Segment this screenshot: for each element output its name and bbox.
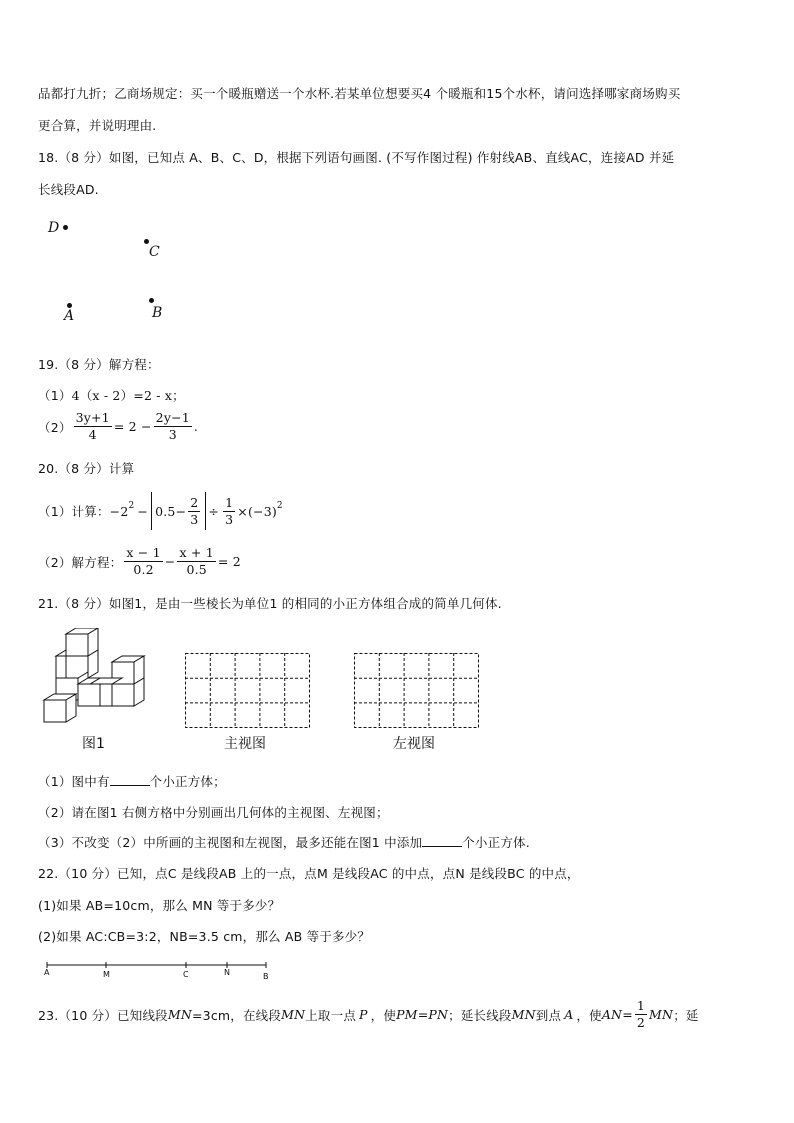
cube-figure	[38, 628, 158, 736]
q23-pm: PM	[396, 1007, 418, 1022]
q19-title: 19.（8 分）解方程：	[38, 357, 160, 372]
q23-an: AN	[601, 1007, 623, 1022]
q23-text-b: =3cm，在线段	[192, 1007, 282, 1023]
q22-sub-2: (2)如果 AC:CB=3:2，NB=3.5 cm，那么 AB 等于多少？	[38, 929, 371, 944]
q20-p2-num-2: x + 1	[179, 545, 214, 560]
q23-eq: =	[417, 1007, 429, 1022]
q19-p1-expr: 4（x - 2）=2 - x；	[71, 388, 185, 403]
q20-p1-minus: −	[137, 503, 149, 519]
q23-text-h: ，使	[576, 1007, 602, 1023]
cube-front-face	[78, 684, 100, 706]
q23-text-g: 到点	[535, 1007, 562, 1023]
segment-label-n: N	[224, 968, 230, 977]
q20-p2-num-1: x − 1	[126, 545, 161, 560]
q20-p1-div: ÷	[208, 503, 220, 519]
q21-s3-text-a: （3）不改变（2）中所画的主视图和左视图，最多还能在图1 中添加	[38, 835, 423, 850]
q19-p2-frac-2	[154, 410, 192, 443]
q20-p1-abs-den: 3	[190, 511, 199, 527]
q20-p2-end: = 2	[217, 554, 241, 569]
q23-text-f: ；延长线段	[448, 1007, 512, 1023]
q19-p2-num-2: 2y−1	[155, 410, 190, 425]
q20-p2-label: （2）解方程：	[38, 554, 123, 570]
segment-label-c: C	[183, 970, 189, 979]
point-label-b: B	[152, 305, 163, 321]
q20-part-2	[38, 545, 241, 578]
left-view-label: 左视图	[393, 736, 435, 752]
fig1-label: 图1	[82, 736, 105, 752]
cube-top-face	[56, 650, 66, 656]
q20-p2-mid: −	[164, 554, 176, 569]
q20-p1-abs-num: 2	[190, 494, 199, 510]
q20-title: 20.（8 分）计算	[38, 461, 135, 476]
q20-p2-frac-1	[124, 545, 162, 578]
answer-blank-2[interactable]	[422, 834, 462, 847]
q23-frac	[635, 998, 647, 1031]
q21-s1-text-a: （1）图中有	[38, 774, 110, 789]
q20-p1-start: −2	[109, 503, 129, 519]
segment-label-b: B	[263, 972, 269, 981]
q18-line-1: 18.（8 分）如图，已知点 A、B、C、D，根据下列语句画图. (不写作图过程) 作射线AB、直线AC，连接AD 并延	[38, 150, 675, 165]
q18-line-2: 长线段AD.	[38, 182, 99, 197]
intro-line-2: 更合算，并说明理由.	[38, 118, 157, 133]
q20-p1-abs	[151, 492, 206, 530]
cube-front-face	[66, 634, 88, 656]
q23-text-d: ，使	[370, 1007, 397, 1023]
q23-text-j: ；延	[673, 1007, 699, 1023]
q20-p1-label: （1）计算：	[38, 504, 110, 519]
q23-mn-4: MN	[649, 1007, 674, 1022]
q19-p2-end: .	[193, 419, 199, 434]
point-b	[149, 298, 154, 303]
q23-frac-num: 1	[636, 998, 646, 1013]
q23-text-c: 上取一点	[305, 1007, 357, 1023]
q20-p1-abs-frac	[188, 495, 200, 528]
q21-sub-3	[38, 833, 530, 851]
q23-text-a: 23.（10 分）已知线段	[38, 1007, 168, 1023]
cube-front-face	[112, 684, 134, 706]
front-view-grid[interactable]	[185, 653, 311, 729]
q19-p2-den-2: 3	[168, 427, 177, 442]
q20-p1-abs-a: 0.5−	[155, 503, 187, 519]
left-view-grid[interactable]	[354, 653, 480, 729]
q23-line	[38, 998, 699, 1031]
cube-front-face	[44, 700, 66, 722]
segment-label-m: M	[103, 970, 110, 979]
q23-pn: PN	[428, 1007, 449, 1022]
q23-mn-2: MN	[281, 1007, 306, 1022]
q19-p2-den-1: 4	[88, 427, 97, 442]
q19-p1-label: （1）	[38, 388, 72, 403]
q20-p1-times: ×(−3)	[237, 503, 277, 519]
answer-blank-1[interactable]	[110, 773, 150, 786]
segment-diagram	[40, 955, 272, 987]
q21-s3-text-b: 个小正方体.	[462, 835, 530, 850]
q20-p1-frac	[223, 495, 235, 528]
q21-sub-1	[38, 772, 226, 790]
q20-p1-exp2: 2	[276, 501, 283, 511]
q20-p1-exp: 2	[128, 501, 135, 511]
q19-p2-num-1: 3y+1	[75, 410, 110, 425]
q20-p1-num: 1	[225, 494, 234, 510]
q19-p2-frac-1	[74, 410, 112, 443]
q20-p2-den-2: 0.5	[186, 562, 207, 577]
q22-sub-1: (1)如果 AB=10cm，那么 MN 等于多少？	[38, 898, 281, 913]
segment-label-a: A	[44, 968, 50, 977]
q19-p2-label: （2）	[38, 419, 72, 435]
front-view-label: 主视图	[224, 736, 266, 752]
q23-mn-1: MN	[167, 1007, 192, 1022]
q20-p2-den-1: 0.2	[133, 562, 154, 577]
point-label-d: D	[48, 220, 60, 236]
q19-part-2	[38, 410, 198, 443]
point-d	[63, 225, 68, 230]
q23-p: P	[359, 1007, 368, 1022]
q20-p1-den: 3	[225, 511, 234, 527]
q21-sub-2: （2）请在图1 右侧方格中分别画出几何体的主视图、左视图；	[38, 805, 389, 820]
q21-s1-text-b: 个小正方体；	[149, 774, 226, 789]
intro-line-1: 品都打九折；乙商场规定：买一个暖瓶赠送一个水杯.若某单位想要买4 个暖瓶和15个水杯，请问选择哪家商场购买	[38, 86, 681, 101]
q23-eq-2: =	[622, 1007, 633, 1022]
q19-part-1	[38, 386, 185, 404]
q21-title: 21.（8 分）如图1，是由一些棱长为单位1 的相同的小正方体组合成的简单几何体.	[38, 596, 502, 611]
q20-part-1	[38, 492, 283, 530]
q19-p2-mid: = 2 −	[113, 419, 152, 434]
point-label-c: C	[149, 244, 160, 260]
q23-frac-den: 2	[636, 1015, 646, 1030]
q23-mn-3: MN	[511, 1007, 536, 1022]
q23-a-point: A	[564, 1007, 574, 1022]
q22-title: 22.（10 分）已知，点C 是线段AB 上的一点，点M 是线段AC 的中点，点N 是线段BC 的中点，	[38, 866, 580, 881]
point-label-a: A	[64, 308, 75, 324]
q20-p2-frac-2	[177, 545, 215, 578]
